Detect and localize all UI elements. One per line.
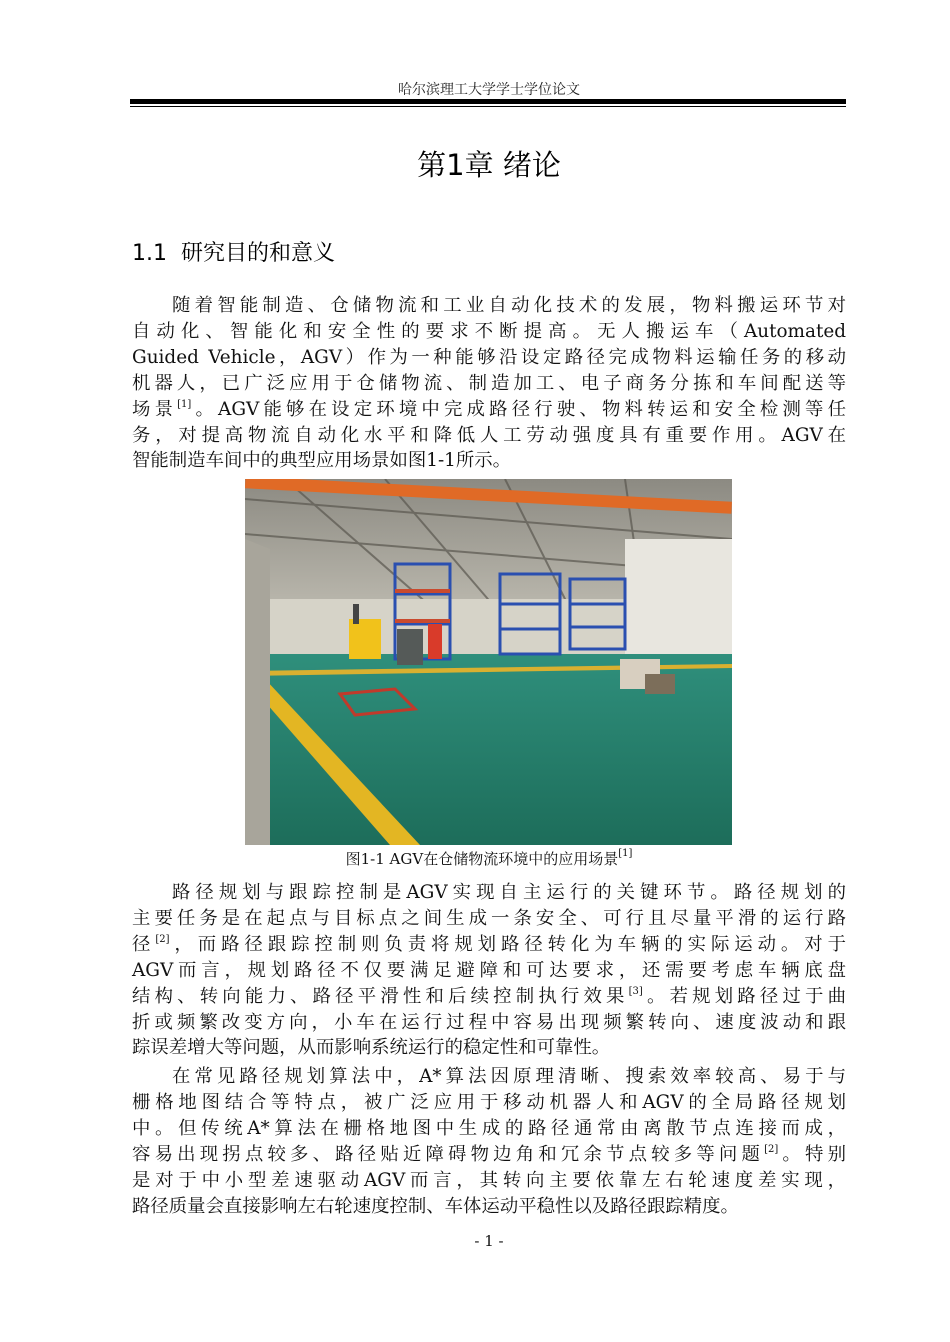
citation-ref[interactable]: [2] <box>155 933 170 945</box>
citation-ref[interactable]: [3] <box>628 985 643 997</box>
text-line: 结构、转向能力、路径平滑性和后续控制执行效果[3]。若规划路径过于曲 <box>132 985 846 1007</box>
paragraph-path-planning <box>132 880 846 1061</box>
text-line: 在常见路径规划算法中，A*算法因原理清晰、搜索效率较高、易于与 <box>172 1066 846 1087</box>
header-rule-thick <box>130 99 846 104</box>
text-line: 自动化、智能化和安全性的要求不断提高。无人搬运车（Automated <box>132 320 846 342</box>
text-line: 栅格地图结合等特点，被广泛应用于移动机器人和AGV的全局路径规划 <box>132 1091 846 1113</box>
text-line: 折或频繁改变方向，小车在运行过程中容易出现频繁转向、速度波动和跟 <box>132 1011 846 1033</box>
section-title <box>132 236 335 267</box>
text-line: 路径规划与跟踪控制是AGV实现自主运行的关键环节。路径规划的 <box>172 882 846 903</box>
text-line: 中。但传统A*算法在栅格地图中生成的路径通常由离散节点连接而成， <box>132 1117 846 1139</box>
citation-ref[interactable]: [1] <box>177 398 192 410</box>
text-line: 容易出现拐点较多、路径贴近障碍物边角和冗余节点较多等问题[2]。特别 <box>132 1143 846 1165</box>
text-line: 机器人，已广泛应用于仓储物流、制造加工、电子商务分拣和车间配送等 <box>132 372 846 394</box>
text-line: 是对于中小型差速驱动AGV而言，其转向主要依靠左右轮速度差实现， <box>132 1169 846 1191</box>
text-line: 随着智能制造、仓储物流和工业自动化技术的发展，物料搬运环节对 <box>172 295 846 316</box>
paragraph-astar <box>132 1064 846 1219</box>
paragraph-intro <box>132 293 846 474</box>
text-line: 主要任务是在起点与目标点之间生成一条安全、可行且尽量平滑的运行路 <box>132 907 846 929</box>
citation-ref[interactable]: [1] <box>618 848 633 859</box>
running-head: 哈尔滨理工大学学士学位论文 <box>398 82 580 98</box>
text-line: 务，对提高物流自动化水平和降低人工劳动强度具有重要作用。AGV在 <box>132 424 846 446</box>
text-line: AGV而言，规划路径不仅要满足避障和可达要求，还需要考虑车辆底盘 <box>132 959 846 981</box>
page-number: - 1 - <box>474 1232 504 1250</box>
figure-agv-warehouse-photo <box>245 479 732 845</box>
figure-caption: 图1-1 AGV在仓储物流环境中的应用场景[1] <box>345 848 633 868</box>
header-rule-thin <box>130 106 846 107</box>
section-number: 1.1 <box>132 241 167 266</box>
section-heading: 研究目的和意义 <box>181 241 336 266</box>
text-line: 场景[1]。AGV能够在设定环境中完成路径行驶、物料转运和安全检测等任 <box>132 398 846 420</box>
text-line: Guided Vehicle，AGV）作为一种能够沿设定路径完成物料运输任务的移动 <box>132 346 846 368</box>
text-line: 路径质量会直接影响左右轮速度控制、车体运动平稳性以及路径跟踪精度。 <box>132 1195 739 1217</box>
citation-ref[interactable]: [2] <box>764 1143 779 1155</box>
text-line: 踪误差增大等问题，从而影响系统运行的稳定性和可靠性。 <box>132 1037 611 1059</box>
chapter-title: 第1章 绪论 <box>417 148 561 182</box>
text-line: 智能制造车间中的典型应用场景如图1-1所示。 <box>132 450 512 472</box>
text-line: 径[2]，而路径跟踪控制则负责将规划路径转化为车辆的实际运动。对于 <box>132 933 846 955</box>
